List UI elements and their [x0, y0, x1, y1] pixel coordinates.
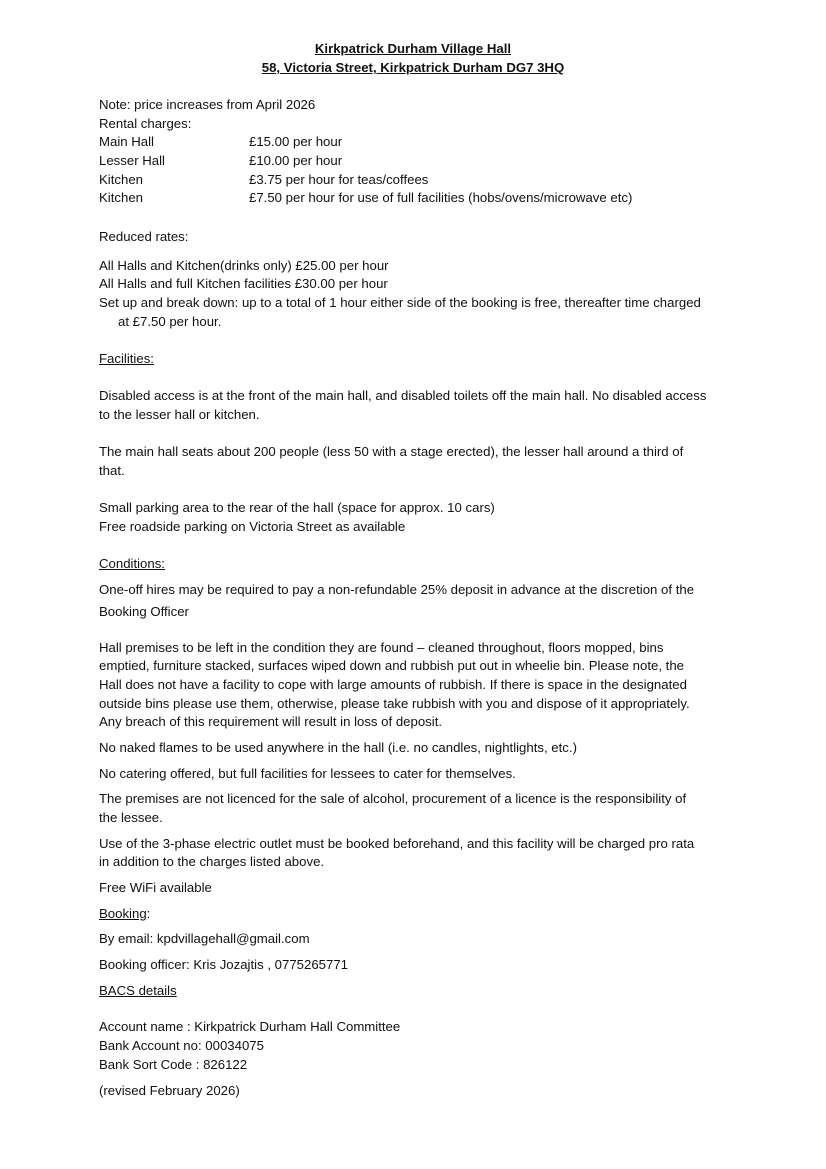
booking-email: By email: kpdvillagehall@gmail.com — [99, 931, 310, 946]
deposit-text: One-off hires may be required to pay a non-refundable 25% deposit in advance at the discretion of the — [99, 582, 695, 597]
rental-price: £15.00 per hour — [249, 134, 343, 149]
rental-item: Main Hall — [99, 134, 154, 149]
rental-row — [99, 133, 343, 151]
rental-row — [99, 152, 343, 170]
roadside-parking-text: Free roadside parking on Victoria Street as available — [99, 519, 406, 534]
cleaning-text: Hall premises to be left in the condition they are found – cleaned throughout, floors mopped, bins — [99, 640, 664, 655]
access-text: Disabled access is at the front of the main hall, and disabled toilets off the main hall. No disabled access — [99, 388, 707, 403]
bacs-heading: BACS details — [99, 983, 177, 998]
price-note: Note: price increases from April 2026 — [99, 97, 316, 112]
wifi-text: Free WiFi available — [99, 880, 212, 895]
booking-heading-label: Booking — [99, 906, 147, 921]
booking-heading — [99, 905, 150, 923]
hall-address: 58, Victoria Street, Kirkpatrick Durham DG7 3HQ — [261, 60, 565, 75]
cleaning-text-3: Hall does not have a facility to cope with large amounts of rubbish. If there is space in the designated — [99, 677, 687, 692]
conditions-heading: Conditions: — [99, 556, 165, 571]
alcohol-text: The premises are not licenced for the sale of alcohol, procurement of a licence is the responsibility of — [99, 791, 687, 806]
electric-text-cont: in addition to the charges listed above. — [99, 854, 325, 869]
reduced-heading: Reduced rates: — [99, 229, 189, 244]
rental-row — [99, 189, 633, 207]
rental-price: £7.50 per hour for use of full facilities (hobs/ovens/microwave etc) — [249, 190, 633, 205]
rental-item: Lesser Hall — [99, 153, 165, 168]
bacs-account-name: Account name : Kirkpatrick Durham Hall Committee — [99, 1019, 401, 1034]
rental-price: £10.00 per hour — [249, 153, 343, 168]
rental-price: £3.75 per hour for teas/coffees — [249, 172, 429, 187]
facilities-heading: Facilities: — [99, 351, 154, 366]
booking-officer: Booking officer: Kris Jozajtis , 0775265771 — [99, 957, 349, 972]
seating-text: The main hall seats about 200 people (less 50 with a stage erected), the lesser hall around a third of — [99, 444, 684, 459]
parking-text: Small parking area to the rear of the hall (space for approx. 10 cars) — [99, 500, 495, 515]
electric-text: Use of the 3-phase electric outlet must be booked beforehand, and this facility will be charged pro rata — [99, 836, 695, 851]
setup-text: Set up and break down: up to a total of 1 hour either side of the booking is free, thereafter time charged — [99, 295, 701, 310]
access-text-cont: to the lesser hall or kitchen. — [99, 407, 260, 422]
rental-item: Kitchen — [99, 172, 143, 187]
alcohol-text-cont: the lessee. — [99, 810, 163, 825]
hall-title: Kirkpatrick Durham Village Hall — [314, 41, 512, 56]
bacs-sort-code: Bank Sort Code : 826122 — [99, 1057, 248, 1072]
reduced-rate-2: All Halls and full Kitchen facilities £30.00 per hour — [99, 276, 388, 291]
catering-text: No catering offered, but full facilities for lessees to cater for themselves. — [99, 766, 516, 781]
deposit-text-cont: Booking Officer — [99, 604, 189, 619]
rental-row — [99, 171, 429, 189]
rental-item: Kitchen — [99, 190, 143, 205]
bacs-account-number: Bank Account no: 00034075 — [99, 1038, 264, 1053]
cleaning-text-5: Any breach of this requirement will result in loss of deposit. — [99, 714, 443, 729]
revision-date: (revised February 2026) — [99, 1083, 240, 1098]
seating-text-cont: that. — [99, 463, 125, 478]
cleaning-text-2: emptied, furniture stacked, surfaces wiped down and rubbish put out in wheelie bin. Please note, the — [99, 658, 685, 673]
flames-text: No naked flames to be used anywhere in the hall (i.e. no candles, nightlights, etc.) — [99, 740, 577, 755]
rental-heading: Rental charges: — [99, 116, 192, 131]
setup-text-cont: at £7.50 per hour. — [118, 314, 222, 329]
cleaning-text-4: outside bins please use them, otherwise, please take rubbish with you and dispose of it appropriately. — [99, 696, 690, 711]
booking-heading-colon: : — [146, 906, 151, 921]
reduced-rate-1: All Halls and Kitchen(drinks only) £25.00 per hour — [99, 258, 389, 273]
